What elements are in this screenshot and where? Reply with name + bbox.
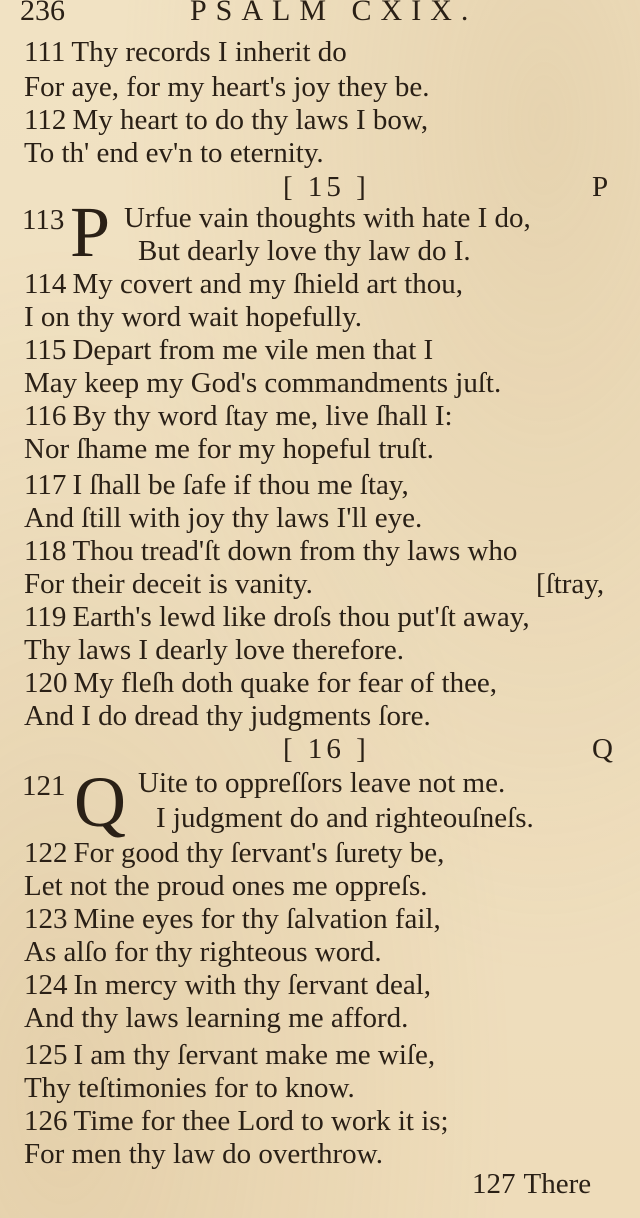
verse-text: Let not the proud ones me oppreſs. bbox=[24, 870, 428, 902]
verse-number: 122 bbox=[24, 837, 68, 869]
verse-text: As alſo for thy righteous word. bbox=[24, 936, 382, 968]
verse-text: Depart from me vile men that I bbox=[72, 334, 434, 366]
verse-text: Time for thee Lord to work it is; bbox=[73, 1105, 449, 1137]
catchword bbox=[472, 1168, 591, 1200]
verse-text: But dearly love thy law do I. bbox=[138, 235, 471, 267]
verse-text: Nor ſhame me for my hopeful truſt. bbox=[24, 433, 434, 465]
verse-number: 124 bbox=[24, 969, 68, 1001]
verse-line bbox=[138, 235, 640, 267]
verse-text: In mercy with thy ſervant deal, bbox=[73, 969, 432, 1001]
verse-line bbox=[24, 837, 624, 869]
running-title: PSALM CXIX. bbox=[190, 0, 478, 27]
verse-text: Urfue vain thoughts with hate I do, bbox=[124, 202, 531, 234]
verse-line bbox=[24, 433, 624, 465]
catchword-text: There bbox=[523, 1168, 592, 1200]
verse-line bbox=[24, 502, 624, 534]
verse-text: And thy laws learning me afford. bbox=[24, 1002, 409, 1034]
verse-line bbox=[24, 903, 624, 935]
verse-line bbox=[24, 870, 624, 902]
verse-line bbox=[24, 1138, 624, 1170]
verse-text: Thy records I inherit do bbox=[71, 36, 347, 68]
catchword-number: 127 bbox=[472, 1168, 516, 1200]
verse-number: 123 bbox=[24, 903, 68, 935]
verse-text: Thy laws I dearly love therefore. bbox=[24, 634, 405, 666]
verse-number: 126 bbox=[24, 1105, 68, 1137]
verse-text: Thy teſtimonies for to know. bbox=[24, 1072, 355, 1104]
verse-line bbox=[138, 767, 640, 799]
verse-line bbox=[24, 137, 624, 169]
verse-line bbox=[24, 535, 624, 567]
verse-text: For good thy ſervant's ſurety be, bbox=[73, 837, 445, 869]
verse-number: 117 bbox=[24, 469, 67, 501]
verse-line bbox=[24, 969, 624, 1001]
verse-line bbox=[24, 104, 624, 136]
verse-line bbox=[24, 36, 624, 68]
verse-text: My covert and my ſhield art thou, bbox=[72, 268, 464, 300]
verse-line bbox=[156, 802, 640, 834]
drop-cap: P bbox=[70, 192, 111, 272]
verse-text: By thy word ſtay me, live ſhall I: bbox=[72, 400, 453, 432]
verse-number: 118 bbox=[24, 535, 67, 567]
verse-line bbox=[24, 469, 624, 501]
section-heading bbox=[0, 732, 640, 766]
section-number: [ 16 ] bbox=[283, 733, 370, 765]
page-number: 236 bbox=[20, 0, 65, 27]
verse-number: 125 bbox=[24, 1039, 68, 1071]
verse-text: And I do dread thy judgments ſore. bbox=[24, 700, 431, 732]
verse-text: My fleſh doth quake for fear of thee, bbox=[73, 667, 498, 699]
verse-text: And ſtill with joy thy laws I'll eye. bbox=[24, 502, 423, 534]
verse-text: For men thy law do overthrow. bbox=[24, 1138, 383, 1170]
verse-line bbox=[24, 268, 624, 300]
verse-number: 111 bbox=[24, 36, 66, 68]
verse-line bbox=[24, 1105, 624, 1137]
section-number: [ 15 ] bbox=[283, 171, 370, 203]
verse-text: For aye, for my heart's joy they be. bbox=[24, 71, 430, 103]
verse-line bbox=[24, 1072, 624, 1104]
verse-line bbox=[24, 400, 624, 432]
verse-text: Thou tread'ſt down from thy laws who bbox=[72, 535, 518, 567]
verse-number: 119 bbox=[24, 601, 67, 633]
verse-text: For their deceit is vanity. bbox=[24, 568, 313, 600]
verse-text: I judgment do and righteouſneſs. bbox=[156, 802, 534, 834]
verse-line bbox=[24, 367, 624, 399]
verse-line bbox=[24, 634, 624, 666]
verse-number: 120 bbox=[24, 667, 68, 699]
verse-number: 112 bbox=[24, 104, 67, 136]
drop-cap: Q bbox=[74, 762, 126, 842]
verse-text: Mine eyes for thy ſalvation fail, bbox=[73, 903, 441, 935]
section-letter: Q bbox=[592, 733, 613, 765]
verse-line bbox=[24, 667, 624, 699]
verse-text: I on thy word wait hopefully. bbox=[24, 301, 363, 333]
verse-number: 114 bbox=[24, 268, 67, 300]
verse-line bbox=[24, 1039, 624, 1071]
verse-number: 115 bbox=[24, 334, 67, 366]
verse-line bbox=[24, 601, 624, 633]
verse-text: Uite to oppreſſors leave not me. bbox=[138, 767, 506, 799]
verse-text: To th' end ev'n to eternity. bbox=[24, 137, 324, 169]
verse-text: My heart to do thy laws I bow, bbox=[72, 104, 429, 136]
turnover-word: [ſtray, bbox=[536, 568, 605, 600]
verse-line bbox=[124, 202, 640, 234]
verse-text: Earth's lewd like droſs thou put'ſt away, bbox=[72, 601, 530, 633]
verse-line bbox=[24, 568, 624, 600]
verse-number: 121 bbox=[22, 770, 66, 802]
page-header bbox=[20, 0, 620, 28]
verse-line bbox=[24, 334, 624, 366]
verse-line bbox=[24, 936, 624, 968]
verse-text: I ſhall be ſafe if thou me ſtay, bbox=[72, 469, 409, 501]
verse-line bbox=[24, 1002, 624, 1034]
verse-text: I am thy ſervant make me wiſe, bbox=[73, 1039, 436, 1071]
verse-text: May keep my God's commandments juſt. bbox=[24, 367, 502, 399]
verse-line bbox=[24, 71, 624, 103]
verse-line bbox=[24, 301, 624, 333]
verse-number: 116 bbox=[24, 400, 67, 432]
section-letter: P bbox=[592, 171, 609, 203]
verse-number: 113 bbox=[22, 204, 65, 236]
verse-line bbox=[24, 700, 624, 732]
